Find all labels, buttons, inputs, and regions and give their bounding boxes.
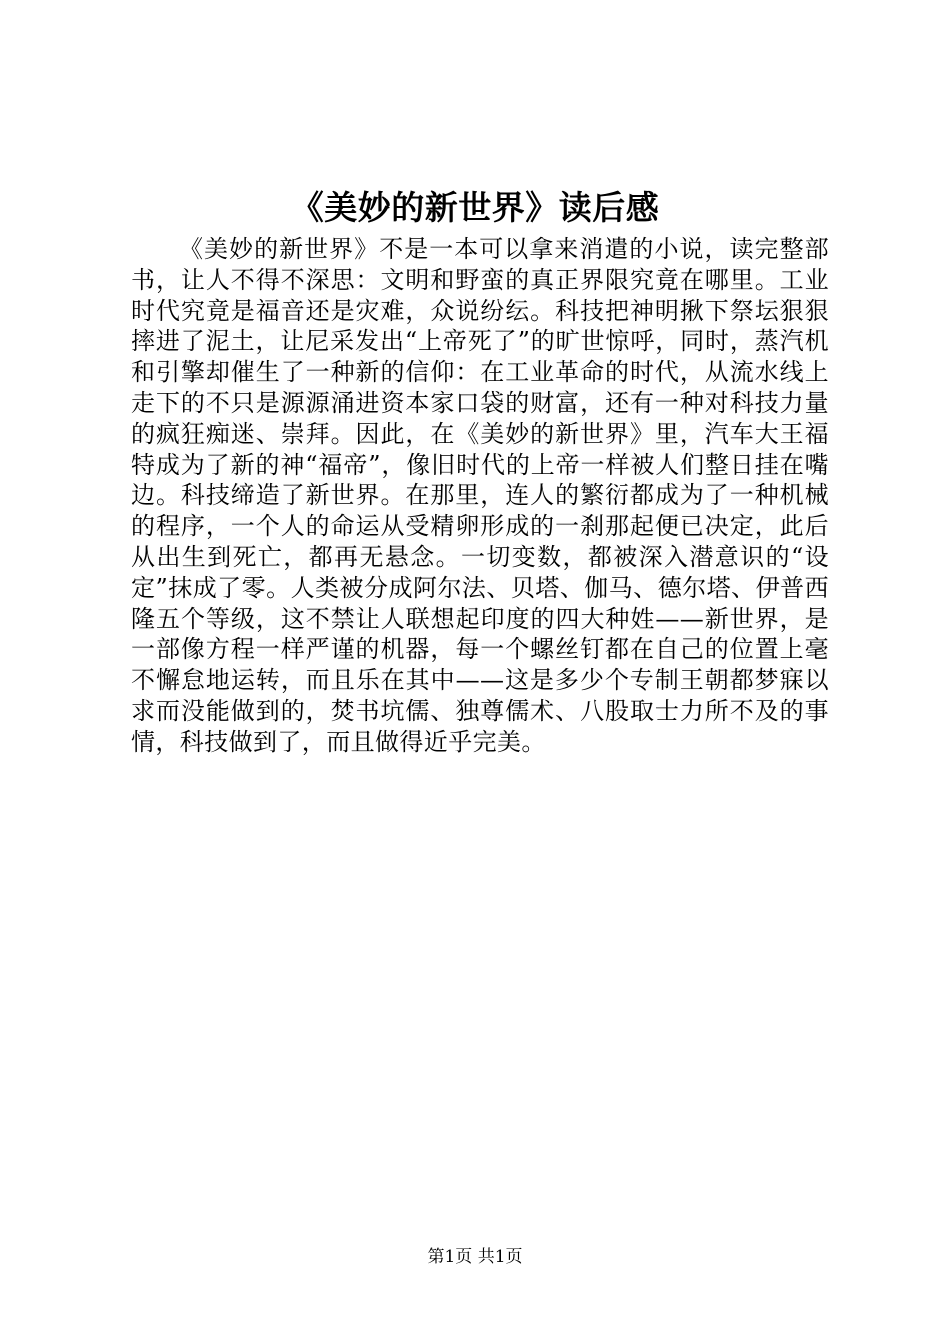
page-footer: 第1页 共1页 (427, 1247, 523, 1267)
document-title: 《美妙的新世界》读后感 (290, 188, 660, 227)
body-paragraph: 《美妙的新世界》不是一本可以拿来消遣的小说，读完整部书，让人不得不深思：文明和野蛮的真正界限究竟在哪里。工业时代究竟是福音还是灾难，众说纷纭。科技把神明揪下祭坛狠狠摔进了泥土，让尼采发出“上帝死了”的旷世惊呼，同时，蒸汽机和引擎却催生了一种新的信仰：在工业革命的时代，从流水线上走下的不只是源源涌进资本家口袋的财富，还有一种对科技力量的疯狂痴迷、崇拜。因此，在《美妙的新世界》里，汽车大王福特成为了新的神“福帝”，像旧时代的上帝一样被人们整日挂在嘴边。科技缔造了新世界。在那里，连人的繁衍都成为了一种机械的程序，一个人的命运从受精卵形成的一刹那起便已决定，此后从出生到死亡，都再无悬念。一切变数，都被深入潜意识的“设定”抹成了零。人类被分成阿尔法、贝塔、伽马、德尔塔、伊普西隆五个等级，这不禁让人联想起印度的四大种姓——新世界，是一部像方程一样严谨的机器，每一个螺丝钉都在自己的位置上毫不懈怠地运转，而且乐在其中——这是多少个专制王朝都梦寐以求而没能做到的，焚书坑儒、独尊儒术、八股取士力所不及的事情，科技做到了，而且做得近乎完美。 (131, 235, 829, 756)
